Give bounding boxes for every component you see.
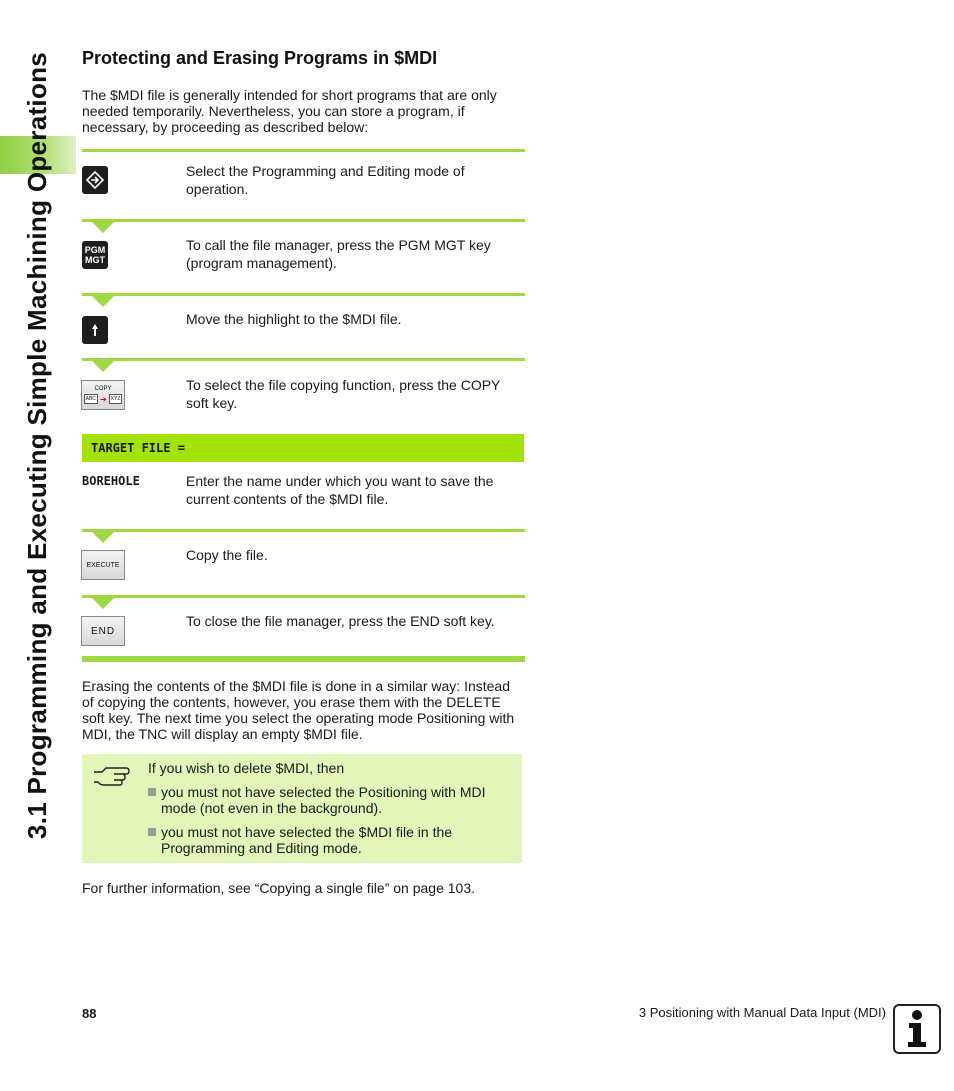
step-3-text: Move the highlight to the $MDI file. (186, 311, 402, 327)
section-heading: Protecting and Erasing Programs in $MDI (82, 48, 438, 68)
copy-softkey: COPY ABC ➔ XYZ (81, 380, 125, 410)
section-header (82, 48, 524, 69)
erasing-paragraph: Erasing the contents of the $MDI file is done in a similar way: Instead of copying the contents, however, you erase them with the DELETE soft key. The next time you select the operating mode Positioning with MDI, the TNC will display an empty $MDI file. (82, 678, 515, 742)
borehole-input-label: BOREHOLE (82, 474, 140, 488)
target-file-dialog: TARGET FILE = (82, 434, 524, 462)
step-arrow-icon (92, 598, 114, 609)
vertical-chapter-title: 3.1 Programming and Executing Simple Machining Operations (22, 51, 53, 839)
step-6-text: Copy the file. (186, 547, 268, 563)
note-box (82, 754, 522, 863)
page-number: 88 (82, 1006, 97, 1021)
programming-editing-key-icon (82, 166, 108, 194)
note-bullet: you must not have selected the $MDI file in the Programming and Editing mode. (148, 824, 516, 856)
arrow-up-key-icon (82, 316, 108, 344)
step-divider (82, 149, 525, 152)
execute-softkey: EXECUTE (81, 550, 125, 580)
further-info: For further information, see “Copying a single file” on page 103. (82, 880, 475, 896)
step-arrow-icon (92, 296, 114, 307)
intro-paragraph: The $MDI file is generally intended for short programs that are only needed temporarily. Nevertheless, you can store a program, if necessary, by proceeding as described below: (82, 87, 497, 135)
step-7-text: To close the file manager, press the END soft key. (186, 613, 495, 629)
step-4-text: To select the file copying function, press the COPY soft key. (186, 377, 501, 411)
note-intro: If you wish to delete $MDI, then (148, 760, 345, 776)
step-1-text: Select the Programming and Editing mode of operation. (186, 163, 465, 197)
copy-softkey-icon: ABC ➔ XYZ (85, 394, 121, 404)
chapter-footer: 3 Positioning with Manual Data Input (MDI) (638, 1005, 886, 1020)
arrow-right-icon: ➔ (99, 394, 107, 404)
step-divider (82, 358, 525, 361)
step-arrow-icon (92, 222, 114, 233)
step-2-text: To call the file manager, press the PGM MGT key (program management). (186, 237, 491, 271)
note-bullet: you must not have selected the Positioning with MDI mode (not even in the background). (148, 784, 516, 816)
step-divider (82, 293, 525, 296)
step-arrow-icon (92, 532, 114, 543)
step-arrow-icon (92, 361, 114, 372)
end-softkey: END (81, 616, 125, 646)
step-divider (82, 219, 525, 222)
pgm-mgt-key: PGM MGT (82, 241, 108, 269)
step-5-text: Enter the name under which you want to save the current contents of the $MDI file. (186, 473, 494, 507)
info-icon (893, 1004, 941, 1054)
steps-end-divider (82, 656, 525, 662)
pointing-hand-icon (92, 764, 132, 793)
step-divider (82, 529, 525, 532)
step-divider (82, 595, 525, 598)
